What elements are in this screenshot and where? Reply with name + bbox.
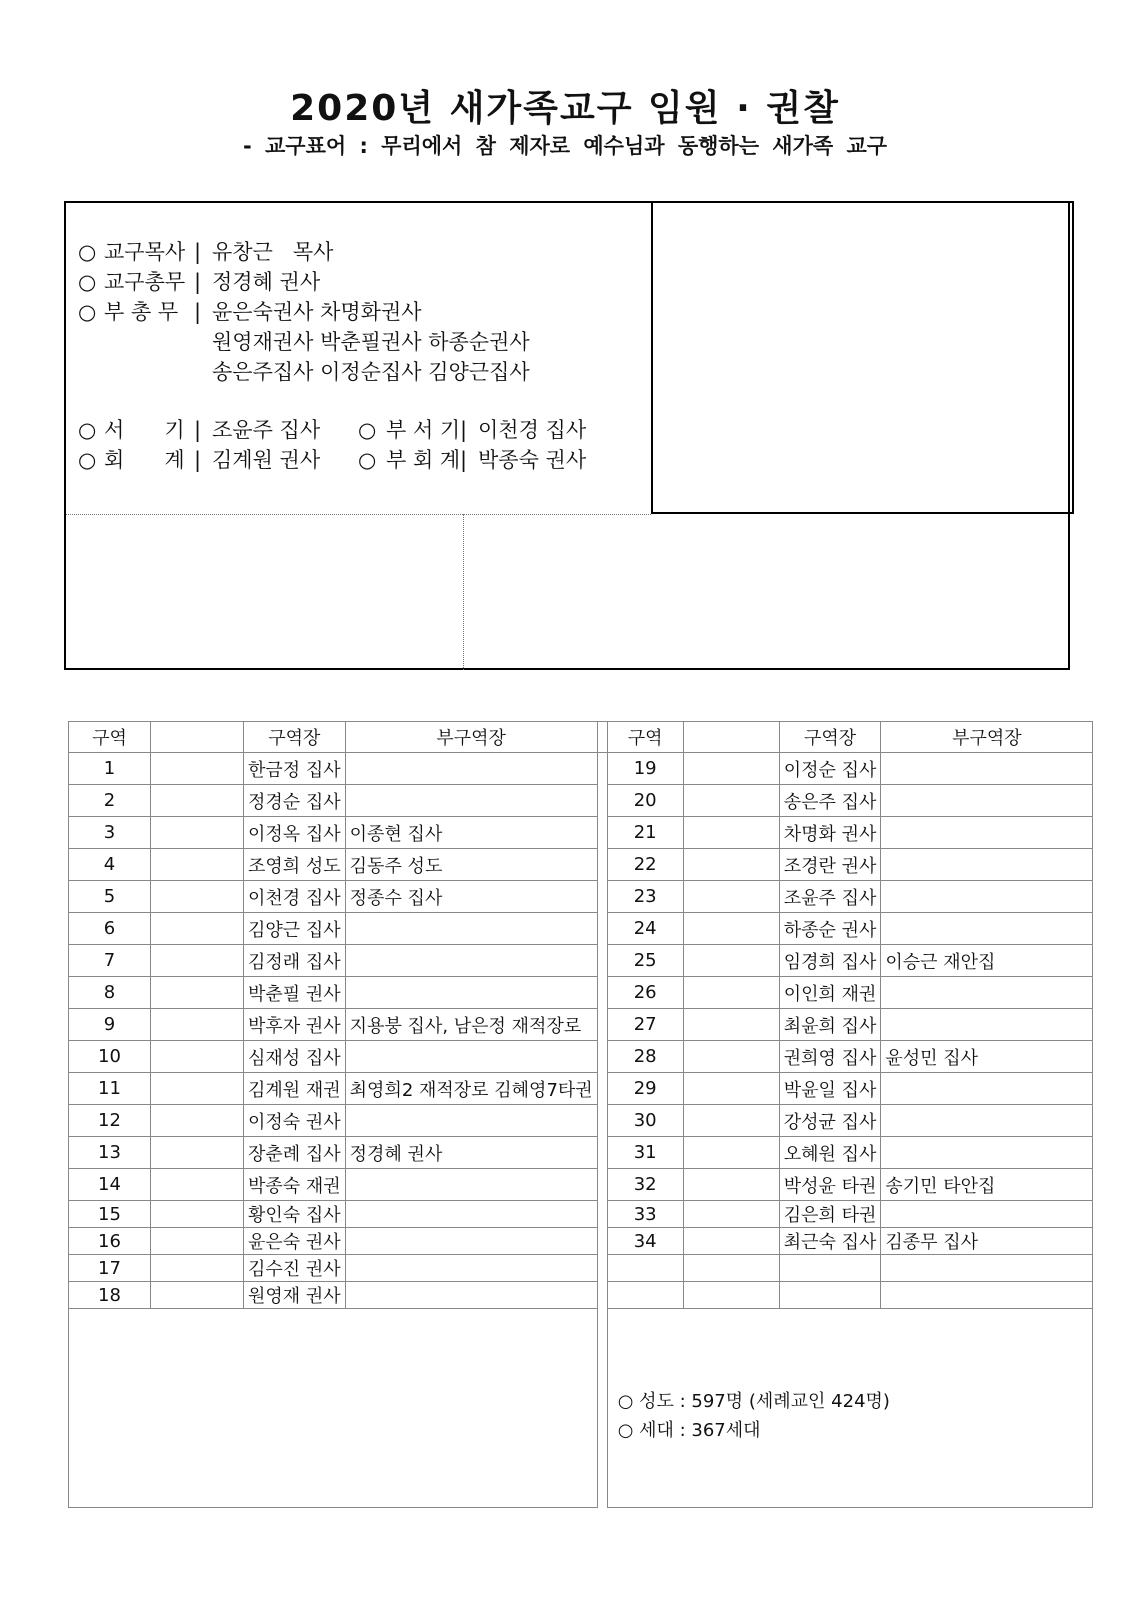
officer-name: 유창근 목사: [212, 240, 334, 264]
circle-icon: ○: [78, 240, 97, 264]
district-sub-leader: [881, 1105, 1093, 1137]
district-number: 13: [69, 1137, 151, 1169]
officer-role: 회 계: [104, 448, 185, 472]
district-sub-leader: [881, 1255, 1093, 1282]
district-leader: 박윤일 집사: [779, 1073, 881, 1105]
page-title: 2020년 새가족교구 임원 · 권찰: [290, 88, 840, 129]
header-district: 구역: [69, 722, 151, 753]
officer-name: 송은주집사 이정순집사 김양근집사: [212, 360, 530, 384]
district-leader: 조영희 성도: [244, 849, 346, 881]
district-sub-leader: [345, 1105, 597, 1137]
district-number: 6: [69, 913, 151, 945]
district-sub-leader: [881, 785, 1093, 817]
district-leader: 김은희 타권: [779, 1201, 881, 1228]
district-leader: 박성윤 타권: [779, 1169, 881, 1201]
district-sub-leader: [881, 1073, 1093, 1105]
district-leader: [779, 1282, 881, 1309]
district-number: 18: [69, 1282, 151, 1309]
district-sub-leader: [345, 1228, 597, 1255]
officer-role: 부 서 기: [386, 418, 461, 442]
district-leader: 박종숙 재권: [244, 1169, 346, 1201]
district-leader: 임경희 집사: [779, 945, 881, 977]
district-sub-leader: [881, 1201, 1093, 1228]
district-sub-leader: [881, 817, 1093, 849]
officer-name: 조윤주 집사: [212, 418, 321, 442]
table-row: [69, 753, 1093, 785]
table-row: [69, 1282, 1093, 1309]
district-number: 12: [69, 1105, 151, 1137]
district-sub-leader: [881, 977, 1093, 1009]
district-leader: 한금정 집사: [244, 753, 346, 785]
separator: |: [460, 448, 468, 472]
district-sub-leader: 윤성민 집사: [881, 1041, 1093, 1073]
district-number: 15: [69, 1201, 151, 1228]
district-number: 17: [69, 1255, 151, 1282]
notes-area-left: [69, 1309, 598, 1508]
table-row: [69, 913, 1093, 945]
header-sub-leader: 부구역장: [345, 722, 597, 753]
district-sub-leader: [881, 1137, 1093, 1169]
separator: |: [194, 300, 202, 324]
district-leader: 오혜원 집사: [779, 1137, 881, 1169]
district-table: [68, 721, 1093, 1508]
district-number: 24: [607, 913, 683, 945]
district-leader: 조경란 권사: [779, 849, 881, 881]
district-sub-leader: [881, 849, 1093, 881]
district-number: 20: [607, 785, 683, 817]
district-leader: 원영재 권사: [244, 1282, 346, 1309]
district-number: 21: [607, 817, 683, 849]
circle-icon: ○: [358, 448, 377, 472]
district-number: 26: [607, 977, 683, 1009]
district-sub-leader: 정경혜 권사: [345, 1137, 597, 1169]
district-sub-leader: 김종무 집사: [881, 1228, 1093, 1255]
district-number: 10: [69, 1041, 151, 1073]
district-sub-leader: [345, 1169, 597, 1201]
district-number: 23: [607, 881, 683, 913]
officer-role: 부 총 무: [104, 300, 179, 324]
page-subtitle: - 교구표어 : 무리에서 참 제자로 예수님과 동행하는 새가족 교구: [242, 134, 888, 158]
summary-members: ○ 성도 : 597명 (세례교인 424명): [617, 1391, 890, 1412]
header-district: 구역: [607, 722, 683, 753]
district-number: 9: [69, 1009, 151, 1041]
district-sub-leader: [881, 1009, 1093, 1041]
district-sub-leader: 지용붕 집사, 남은정 재적장로: [345, 1009, 597, 1041]
separator: |: [460, 418, 468, 442]
district-leader: 송은주 집사: [779, 785, 881, 817]
district-sub-leader: [345, 753, 597, 785]
table-row: [69, 1255, 1093, 1282]
dotted-divider: [66, 514, 651, 515]
officer-role: 부 회 계: [386, 448, 461, 472]
district-leader: 권희영 집사: [779, 1041, 881, 1073]
district-leader: 조윤주 집사: [779, 881, 881, 913]
circle-icon: ○: [78, 270, 97, 294]
district-number: 31: [607, 1137, 683, 1169]
district-number: 25: [607, 945, 683, 977]
district-leader: 윤은숙 권사: [244, 1228, 346, 1255]
district-leader: 강성균 집사: [779, 1105, 881, 1137]
district-leader: 하종순 권사: [779, 913, 881, 945]
dotted-divider-vertical: [463, 514, 464, 670]
district-leader: 장춘례 집사: [244, 1137, 346, 1169]
officer-role: 교구총무: [104, 270, 186, 294]
district-leader: [779, 1255, 881, 1282]
district-sub-leader: [345, 1255, 597, 1282]
district-leader: 최윤희 집사: [779, 1009, 881, 1041]
header-leader: 구역장: [244, 722, 346, 753]
table-row: [69, 1169, 1093, 1201]
officer-name: 김계원 권사: [212, 448, 321, 472]
summary-households: ○ 세대 : 367세대: [617, 1420, 761, 1441]
district-leader: 차명화 권사: [779, 817, 881, 849]
district-number: 3: [69, 817, 151, 849]
district-leader: 김양근 집사: [244, 913, 346, 945]
circle-icon: ○: [358, 418, 377, 442]
district-number: 2: [69, 785, 151, 817]
circle-icon: ○: [78, 300, 97, 324]
district-number: [607, 1255, 683, 1282]
district-number: 1: [69, 753, 151, 785]
table-row: [69, 1073, 1093, 1105]
district-leader: 이정숙 권사: [244, 1105, 346, 1137]
district-number: 19: [607, 753, 683, 785]
table-row: [69, 1228, 1093, 1255]
district-number: 8: [69, 977, 151, 1009]
table-row: [69, 945, 1093, 977]
district-sub-leader: 김동주 성도: [345, 849, 597, 881]
district-number: 28: [607, 1041, 683, 1073]
district-number: 4: [69, 849, 151, 881]
table-row: [69, 1137, 1093, 1169]
district-leader: 김계원 재권: [244, 1073, 346, 1105]
district-sub-leader: 최영희2 재적장로 김혜영7타권: [345, 1073, 597, 1105]
district-sub-leader: [881, 881, 1093, 913]
district-sub-leader: [881, 1282, 1093, 1309]
district-sub-leader: 정종수 집사: [345, 881, 597, 913]
table-row: [69, 1105, 1093, 1137]
separator: |: [194, 418, 202, 442]
district-sub-leader: [881, 913, 1093, 945]
district-number: 22: [607, 849, 683, 881]
officer-name: 이천경 집사: [478, 418, 587, 442]
district-leader: 박후자 권사: [244, 1009, 346, 1041]
district-sub-leader: [345, 1041, 597, 1073]
district-number: 16: [69, 1228, 151, 1255]
table-row: [69, 977, 1093, 1009]
separator: |: [194, 270, 202, 294]
district-number: 27: [607, 1009, 683, 1041]
district-sub-leader: [345, 977, 597, 1009]
summary-area: [607, 1309, 1093, 1508]
district-leader: 정경순 집사: [244, 785, 346, 817]
district-number: 14: [69, 1169, 151, 1201]
district-sub-leader: [345, 913, 597, 945]
circle-icon: ○: [78, 448, 97, 472]
officer-name: 정경혜 권사: [212, 270, 321, 294]
district-leader: 이천경 집사: [244, 881, 346, 913]
summary: [618, 1387, 1089, 1445]
table-header-row: [69, 722, 1093, 753]
officer-name: 원영재권사 박춘필권사 하종순권사: [212, 330, 530, 354]
district-sub-leader: 이종현 집사: [345, 817, 597, 849]
district-number: 32: [607, 1169, 683, 1201]
district-leader: 이정순 집사: [779, 753, 881, 785]
header-sub-leader: 부구역장: [881, 722, 1093, 753]
district-sub-leader: [345, 1282, 597, 1309]
header-leader: 구역장: [779, 722, 881, 753]
district-number: 33: [607, 1201, 683, 1228]
district-leader: 이정옥 집사: [244, 817, 346, 849]
district-leader: 황인숙 집사: [244, 1201, 346, 1228]
table-row: [69, 1041, 1093, 1073]
district-leader: 이인희 재권: [779, 977, 881, 1009]
district-sub-leader: [345, 945, 597, 977]
district-sub-leader: [345, 1201, 597, 1228]
district-leader: 최근숙 집사: [779, 1228, 881, 1255]
table-footer-row: [69, 1309, 1093, 1508]
district-leader: 김수진 권사: [244, 1255, 346, 1282]
district-leader: 박춘필 권사: [244, 977, 346, 1009]
officer-name: 윤은숙권사 차명화권사: [212, 300, 422, 324]
photo-box: [651, 201, 1074, 514]
district-number: 30: [607, 1105, 683, 1137]
table-row: [69, 881, 1093, 913]
district-number: 34: [607, 1228, 683, 1255]
table-row: [69, 785, 1093, 817]
district-leader: 김정래 집사: [244, 945, 346, 977]
officer-role: 서 기: [104, 418, 185, 442]
district-sub-leader: [881, 753, 1093, 785]
district-sub-leader: 송기민 타안집: [881, 1169, 1093, 1201]
district-number: 29: [607, 1073, 683, 1105]
district-sub-leader: [345, 785, 597, 817]
separator: |: [194, 448, 202, 472]
district-number: 7: [69, 945, 151, 977]
table-row: [69, 1009, 1093, 1041]
table-row: [69, 1201, 1093, 1228]
table-row: [69, 849, 1093, 881]
table-row: [69, 817, 1093, 849]
district-number: [607, 1282, 683, 1309]
officers-box: [64, 201, 1070, 670]
district-sub-leader: 이승근 재안집: [881, 945, 1093, 977]
district-number: 11: [69, 1073, 151, 1105]
officer-name: 박종숙 권사: [478, 448, 587, 472]
district-number: 5: [69, 881, 151, 913]
officer-role: 교구목사: [104, 240, 186, 264]
separator: |: [194, 240, 202, 264]
circle-icon: ○: [78, 418, 97, 442]
district-leader: 심재성 집사: [244, 1041, 346, 1073]
